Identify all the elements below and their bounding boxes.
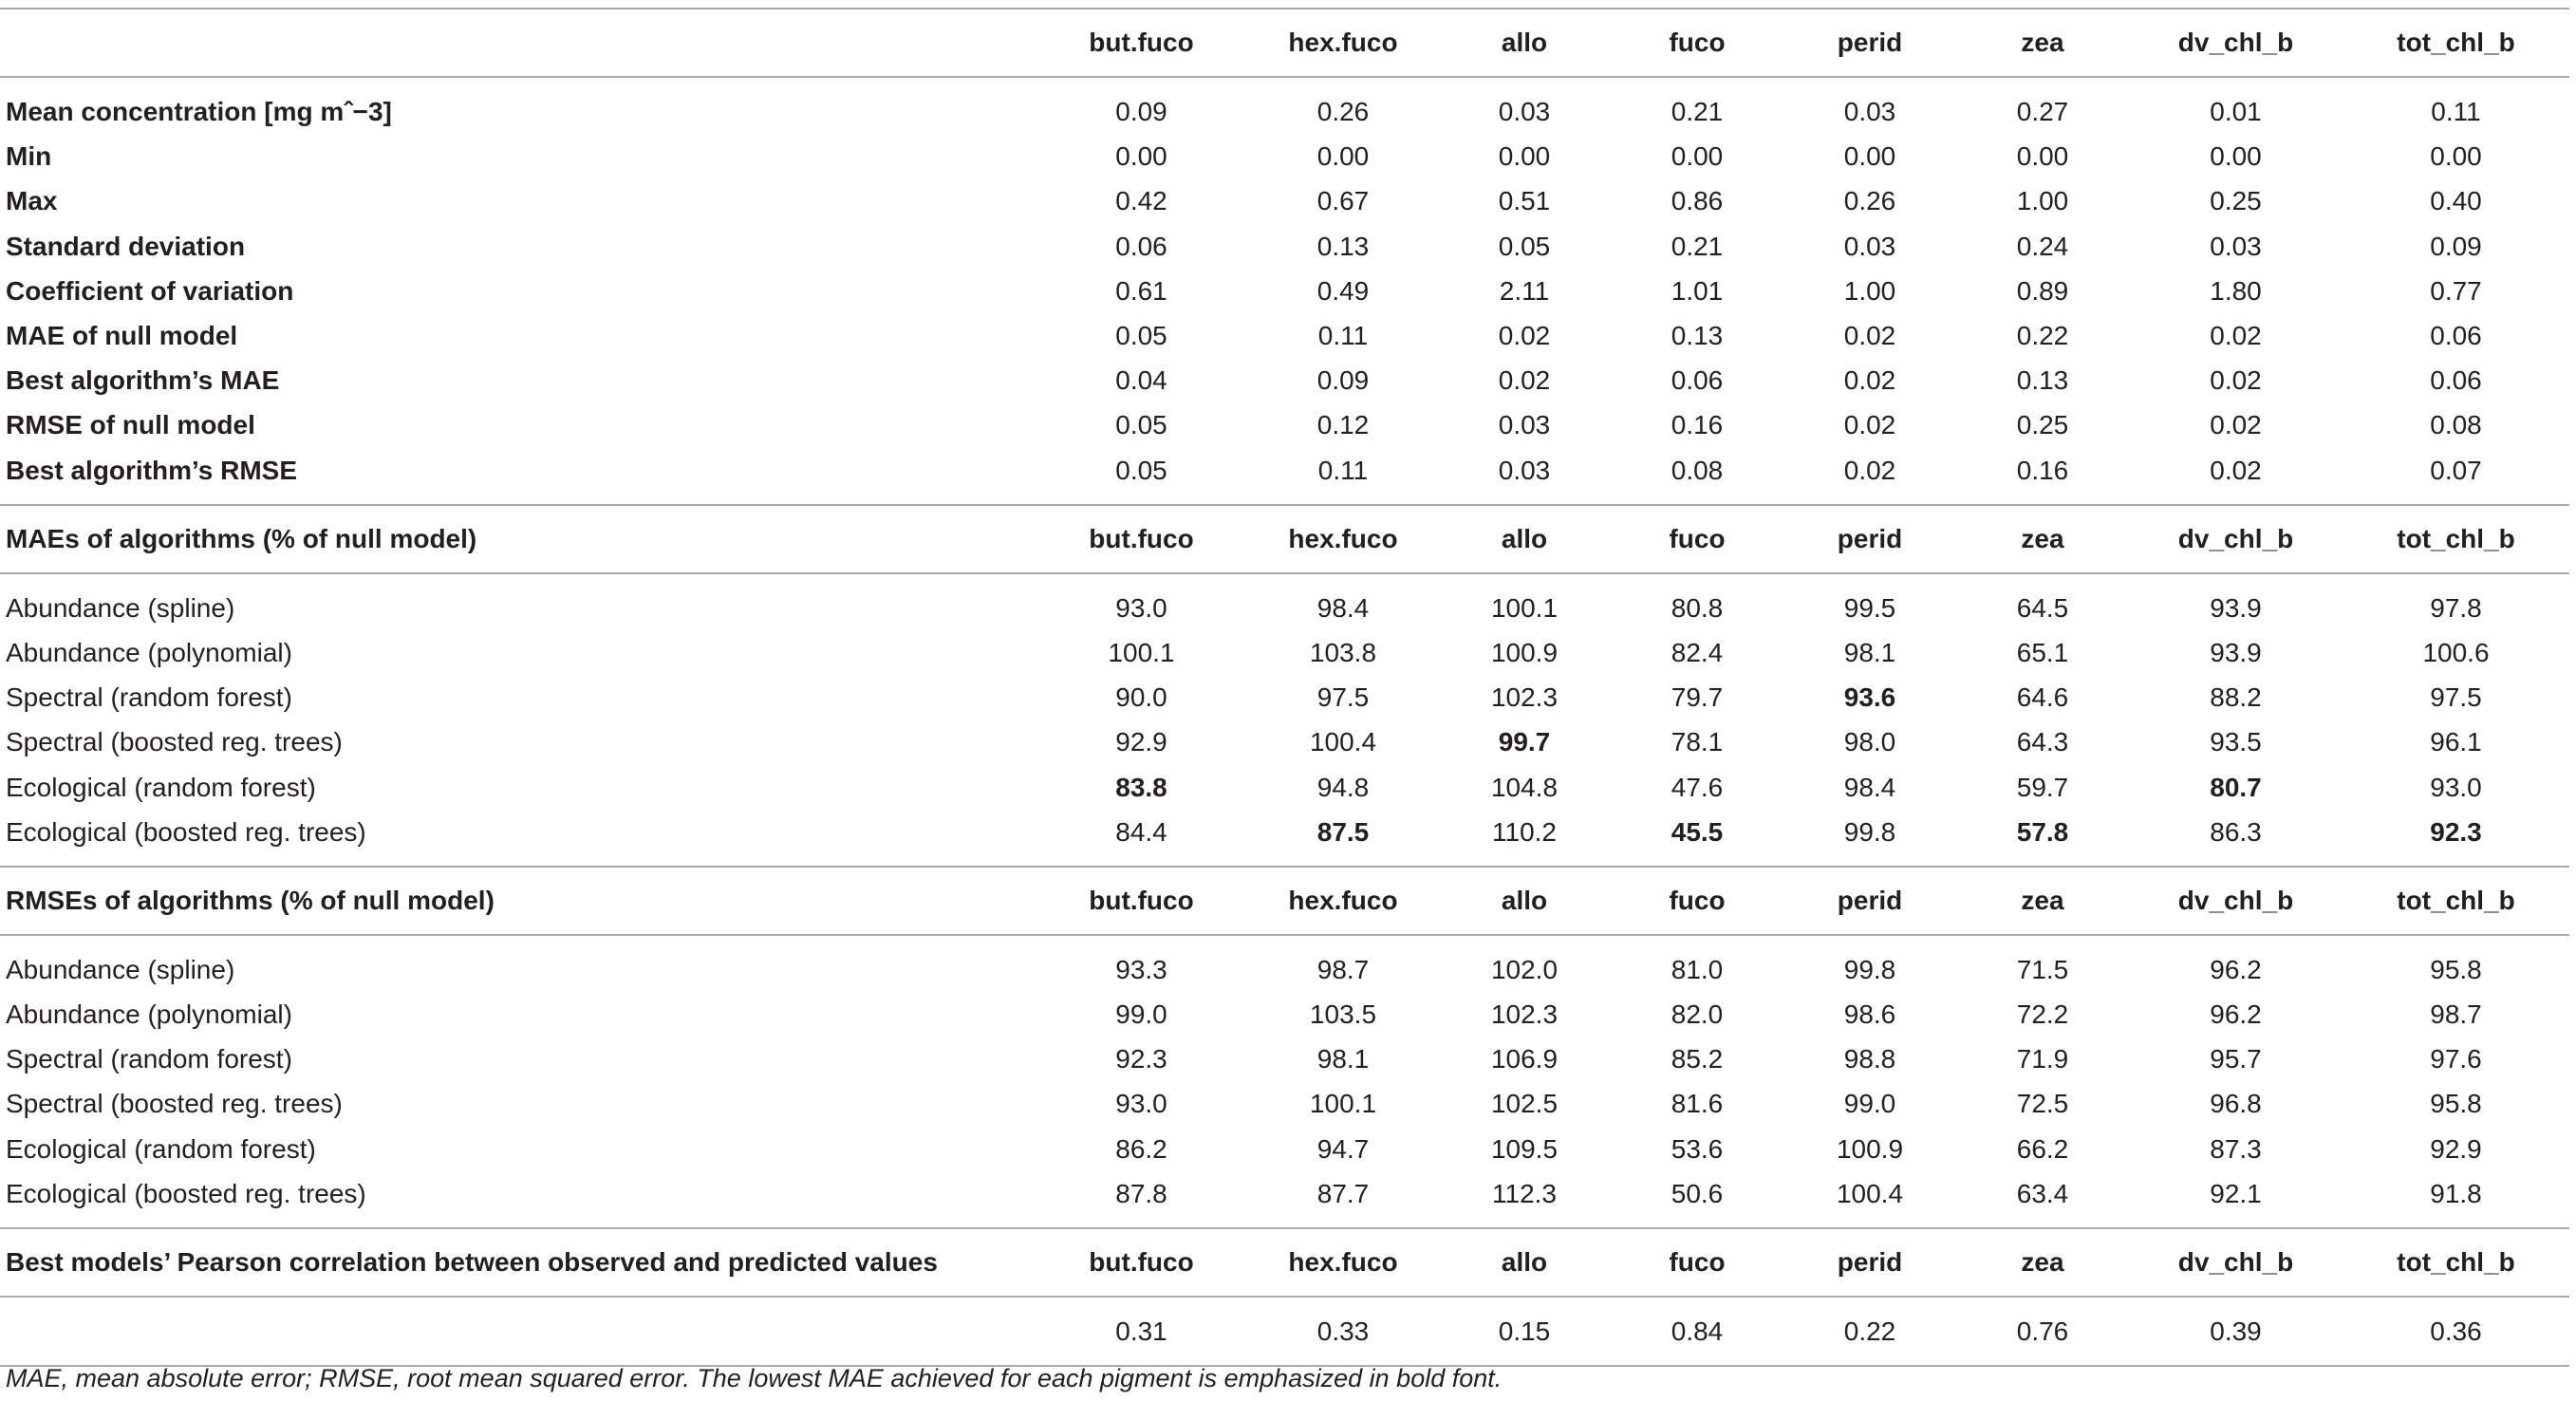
column-header: allo bbox=[1438, 1228, 1611, 1297]
row-spacer bbox=[0, 573, 2569, 586]
table-cell: 98.1 bbox=[1316, 1044, 1370, 1074]
table-cell: 64.5 bbox=[2016, 592, 2069, 623]
table-cell: 96.8 bbox=[2210, 1089, 2262, 1119]
column-header: tot_chl_b bbox=[2343, 1228, 2569, 1297]
table-cell: 103.8 bbox=[1309, 637, 1377, 667]
row-label: Spectral (random forest) bbox=[6, 1044, 292, 1074]
table-cell: 0.00 bbox=[2430, 141, 2482, 172]
table-cell: 0.03 bbox=[1843, 97, 1896, 127]
column-header: fuco bbox=[1611, 1228, 1783, 1297]
table-cell: 0.26 bbox=[1316, 97, 1370, 127]
section-header-label: MAEs of algorithms (% of null model) bbox=[0, 505, 1035, 573]
table-row bbox=[0, 448, 2569, 493]
row-label: Min bbox=[6, 141, 52, 172]
table-cell: 0.00 bbox=[1671, 141, 1724, 172]
table-cell: 93.5 bbox=[2210, 727, 2262, 757]
section-header-row bbox=[0, 1228, 2569, 1297]
table-cell: 0.22 bbox=[2016, 321, 2069, 351]
table-cell: 0.02 bbox=[1498, 365, 1551, 396]
column-header: but.fuco bbox=[1035, 867, 1248, 935]
table-cell: 0.00 bbox=[2016, 141, 2069, 172]
row-label: Ecological (random forest) bbox=[6, 1133, 316, 1164]
table-cell: 0.03 bbox=[1498, 97, 1551, 127]
table-cell: 98.4 bbox=[1843, 772, 1896, 802]
table-cell: 0.07 bbox=[2430, 455, 2482, 485]
table-cell: 0.02 bbox=[1843, 365, 1896, 396]
table-cell: 80.7 bbox=[2210, 772, 2262, 802]
row-spacer bbox=[0, 935, 2569, 947]
table-cell: 85.2 bbox=[1671, 1044, 1724, 1074]
table-cell: 45.5 bbox=[1671, 816, 1724, 847]
table-cell: 0.05 bbox=[1115, 321, 1167, 351]
table-cell: 94.8 bbox=[1316, 772, 1370, 802]
table-cell: 2.11 bbox=[1499, 275, 1550, 306]
table-cell: 0.24 bbox=[2016, 231, 2069, 261]
table-cell: 0.11 bbox=[1317, 321, 1369, 351]
column-header: dv_chl_b bbox=[2129, 1228, 2343, 1297]
table-cell: 97.5 bbox=[2430, 682, 2482, 713]
row-spacer bbox=[0, 1297, 2569, 1309]
table-cell: 0.09 bbox=[2430, 231, 2482, 261]
table-cell: 0.09 bbox=[1115, 97, 1167, 127]
column-header: perid bbox=[1783, 1228, 1956, 1297]
table-cell: 0.86 bbox=[1671, 186, 1724, 216]
table-cell: 98.7 bbox=[1316, 954, 1370, 984]
row-spacer bbox=[0, 854, 2569, 867]
table-cell: 57.8 bbox=[2016, 816, 2069, 847]
column-header: perid bbox=[1783, 505, 1956, 573]
table-cell: 0.03 bbox=[1843, 231, 1896, 261]
column-header: hex.fuco bbox=[1248, 505, 1438, 573]
table-cell: 64.6 bbox=[2016, 682, 2069, 713]
table-row bbox=[0, 224, 2569, 269]
row-label: Best algorithm’s MAE bbox=[6, 365, 280, 396]
table-cell: 96.2 bbox=[2210, 999, 2262, 1030]
table-cell: 100.4 bbox=[1309, 727, 1377, 757]
table-cell: 0.00 bbox=[2210, 141, 2262, 172]
table-cell: 86.2 bbox=[1115, 1133, 1167, 1164]
row-label: Spectral (boosted reg. trees) bbox=[6, 727, 343, 757]
table-cell: 102.3 bbox=[1490, 999, 1559, 1030]
table-cell: 0.12 bbox=[1316, 410, 1370, 440]
table-cell: 0.31 bbox=[1115, 1317, 1167, 1347]
table-row bbox=[0, 402, 2569, 447]
column-header: hex.fuco bbox=[1248, 1228, 1438, 1297]
table-cell: 0.13 bbox=[1671, 321, 1724, 351]
table-cell: 0.49 bbox=[1316, 275, 1370, 306]
table-cell: 99.5 bbox=[1843, 592, 1896, 623]
table-cell: 0.03 bbox=[2210, 231, 2262, 261]
table-cell: 99.8 bbox=[1843, 816, 1896, 847]
row-label: Ecological (boosted reg. trees) bbox=[6, 816, 366, 847]
column-header: fuco bbox=[1611, 9, 1783, 77]
section-header-row bbox=[0, 867, 2569, 935]
table-cell: 102.3 bbox=[1490, 682, 1559, 713]
table-cell: 0.02 bbox=[2210, 365, 2262, 396]
table-cell: 1.80 bbox=[2210, 275, 2262, 306]
table-cell: 0.06 bbox=[2430, 365, 2482, 396]
column-header: perid bbox=[1783, 9, 1956, 77]
table-cell: 0.02 bbox=[2210, 455, 2262, 485]
table-cell: 100.6 bbox=[2422, 637, 2490, 667]
column-header: but.fuco bbox=[1035, 9, 1248, 77]
table-cell: 92.9 bbox=[1115, 727, 1167, 757]
table-footnote: MAE, mean absolute error; RMSE, root mean squared error. The lowest MAE achieved for each pigment is emphasized in bold font. bbox=[6, 1364, 1503, 1392]
table-row bbox=[0, 1081, 2569, 1126]
row-label: Standard deviation bbox=[6, 231, 246, 261]
table-cell: 98.0 bbox=[1843, 727, 1896, 757]
column-header: hex.fuco bbox=[1248, 9, 1438, 77]
table-cell: 0.06 bbox=[1115, 231, 1167, 261]
row-label bbox=[0, 1309, 1035, 1354]
table-cell: 96.1 bbox=[2430, 727, 2482, 757]
table-cell: 93.6 bbox=[1843, 682, 1896, 713]
table-cell: 98.7 bbox=[2430, 999, 2482, 1030]
table-cell: 98.8 bbox=[1843, 1044, 1896, 1074]
table-cell: 87.7 bbox=[1316, 1178, 1370, 1208]
table-cell: 0.05 bbox=[1498, 231, 1551, 261]
table-cell: 0.40 bbox=[2430, 186, 2482, 216]
table-cell: 82.0 bbox=[1671, 999, 1724, 1030]
section-header-row bbox=[0, 505, 2569, 573]
column-header: tot_chl_b bbox=[2343, 505, 2569, 573]
table-cell: 59.7 bbox=[2016, 772, 2069, 802]
table-cell: 0.00 bbox=[1316, 141, 1370, 172]
table-cell: 78.1 bbox=[1671, 727, 1724, 757]
column-header: perid bbox=[1783, 867, 1956, 935]
section-header-label: Best models’ Pearson correlation between observed and predicted values bbox=[0, 1228, 1035, 1297]
table-cell: 93.9 bbox=[2210, 637, 2262, 667]
table-cell: 100.4 bbox=[1836, 1178, 1904, 1208]
table-cell: 93.0 bbox=[1115, 592, 1167, 623]
table-cell: 98.6 bbox=[1843, 999, 1896, 1030]
table-cell: 0.06 bbox=[1671, 365, 1724, 396]
table-cell: 102.0 bbox=[1490, 954, 1559, 984]
table-cell: 98.4 bbox=[1316, 592, 1370, 623]
row-label: Mean concentration [mg mˆ−3] bbox=[6, 97, 392, 127]
table-cell: 92.3 bbox=[2430, 816, 2482, 847]
column-header: allo bbox=[1438, 9, 1611, 77]
column-header: fuco bbox=[1611, 505, 1783, 573]
table-cell: 0.02 bbox=[1498, 321, 1551, 351]
table-cell: 71.9 bbox=[2016, 1044, 2069, 1074]
table-cell: 91.8 bbox=[2430, 1178, 2482, 1208]
table-cell: 88.2 bbox=[2210, 682, 2262, 713]
section-header-label bbox=[0, 9, 1035, 77]
table-cell: 0.04 bbox=[1115, 365, 1167, 396]
table-row bbox=[0, 178, 2569, 223]
table-cell: 100.1 bbox=[1309, 1089, 1377, 1119]
table-cell: 0.77 bbox=[2430, 275, 2482, 306]
table-cell: 0.00 bbox=[1843, 141, 1896, 172]
table-cell: 94.7 bbox=[1316, 1133, 1370, 1164]
row-label: Spectral (boosted reg. trees) bbox=[6, 1089, 343, 1119]
table-cell: 100.1 bbox=[1108, 637, 1175, 667]
table-cell: 0.22 bbox=[1843, 1317, 1896, 1347]
column-header: dv_chl_b bbox=[2129, 867, 2343, 935]
table-cell: 0.21 bbox=[1671, 97, 1724, 127]
table-cell: 0.33 bbox=[1316, 1317, 1370, 1347]
table-cell: 112.3 bbox=[1492, 1178, 1557, 1208]
table-row bbox=[0, 1037, 2569, 1081]
table-cell: 0.89 bbox=[2016, 275, 2069, 306]
row-label: Abundance (polynomial) bbox=[6, 999, 292, 1030]
table-cell: 0.08 bbox=[2430, 410, 2482, 440]
table-cell: 83.8 bbox=[1115, 772, 1167, 802]
table-row bbox=[0, 1309, 2569, 1354]
table-cell: 72.2 bbox=[2016, 999, 2069, 1030]
table-cell: 0.61 bbox=[1115, 275, 1167, 306]
table-cell: 0.84 bbox=[1671, 1317, 1724, 1347]
table-cell: 63.4 bbox=[2016, 1178, 2069, 1208]
table-row bbox=[0, 313, 2569, 358]
column-header: tot_chl_b bbox=[2343, 9, 2569, 77]
table-cell: 65.1 bbox=[2016, 637, 2069, 667]
table-cell: 0.25 bbox=[2210, 186, 2262, 216]
table-cell: 1.00 bbox=[1843, 275, 1896, 306]
row-label: Ecological (random forest) bbox=[6, 772, 316, 802]
table-cell: 0.05 bbox=[1115, 455, 1167, 485]
table-cell: 0.05 bbox=[1115, 410, 1167, 440]
table-cell: 99.7 bbox=[1498, 727, 1551, 757]
table-cell: 96.2 bbox=[2210, 954, 2262, 984]
table-cell: 0.36 bbox=[2430, 1317, 2482, 1347]
row-label: Coefficient of variation bbox=[6, 275, 294, 306]
table-row bbox=[0, 586, 2569, 630]
row-label: Abundance (spline) bbox=[6, 592, 235, 623]
row-label: Best algorithm’s RMSE bbox=[6, 455, 298, 485]
table-cell: 0.00 bbox=[1115, 141, 1167, 172]
table-row bbox=[0, 1127, 2569, 1171]
table-cell: 72.5 bbox=[2016, 1089, 2069, 1119]
table-cell: 100.9 bbox=[1490, 637, 1559, 667]
pigment-results-table bbox=[0, 8, 2569, 1367]
table-cell: 90.0 bbox=[1115, 682, 1167, 713]
row-label: Max bbox=[6, 186, 58, 216]
table-row bbox=[0, 719, 2569, 764]
table-cell: 0.02 bbox=[1843, 410, 1896, 440]
table-cell: 0.16 bbox=[1671, 410, 1724, 440]
row-label: Spectral (random forest) bbox=[6, 682, 292, 713]
table-row bbox=[0, 675, 2569, 719]
table-cell: 82.4 bbox=[1671, 637, 1724, 667]
table-cell: 0.00 bbox=[1498, 141, 1551, 172]
table-cell: 81.0 bbox=[1671, 954, 1724, 984]
table-cell: 92.1 bbox=[2210, 1178, 2262, 1208]
table-cell: 110.2 bbox=[1492, 816, 1557, 847]
table-cell: 0.02 bbox=[2210, 410, 2262, 440]
table-cell: 84.4 bbox=[1115, 816, 1167, 847]
column-header: zea bbox=[1956, 1228, 2129, 1297]
table-cell: 50.6 bbox=[1671, 1178, 1724, 1208]
table-cell: 109.5 bbox=[1490, 1133, 1559, 1164]
table-cell: 66.2 bbox=[2016, 1133, 2069, 1164]
table-cell: 0.02 bbox=[2210, 321, 2262, 351]
table-row bbox=[0, 269, 2569, 313]
table-cell: 95.7 bbox=[2210, 1044, 2262, 1074]
table-cell: 92.9 bbox=[2430, 1133, 2482, 1164]
section-header-row bbox=[0, 9, 2569, 77]
row-label: RMSE of null model bbox=[6, 410, 255, 440]
column-header: allo bbox=[1438, 505, 1611, 573]
table-cell: 0.25 bbox=[2016, 410, 2069, 440]
table-cell: 0.03 bbox=[1498, 455, 1551, 485]
section-header-label: RMSEs of algorithms (% of null model) bbox=[0, 867, 1035, 935]
row-spacer bbox=[0, 1216, 2569, 1228]
table-cell: 0.11 bbox=[2431, 97, 2481, 127]
table-cell: 87.8 bbox=[1115, 1178, 1167, 1208]
table-cell: 0.08 bbox=[1671, 455, 1724, 485]
table-cell: 0.13 bbox=[2016, 365, 2069, 396]
table-cell: 79.7 bbox=[1671, 682, 1724, 713]
table-row bbox=[0, 810, 2569, 854]
table-cell: 0.51 bbox=[1498, 186, 1551, 216]
table-row bbox=[0, 358, 2569, 402]
table-cell: 0.16 bbox=[2016, 455, 2069, 485]
table-cell: 93.0 bbox=[1115, 1089, 1167, 1119]
column-header: but.fuco bbox=[1035, 505, 1248, 573]
column-header: hex.fuco bbox=[1248, 867, 1438, 935]
table-cell: 86.3 bbox=[2210, 816, 2262, 847]
row-spacer bbox=[0, 77, 2569, 89]
table-cell: 93.9 bbox=[2210, 592, 2262, 623]
table-row bbox=[0, 992, 2569, 1037]
table-row bbox=[0, 1171, 2569, 1216]
table-cell: 0.02 bbox=[1843, 455, 1896, 485]
table-cell: 100.1 bbox=[1490, 592, 1559, 623]
table-cell: 97.6 bbox=[2430, 1044, 2482, 1074]
table-cell: 93.3 bbox=[1115, 954, 1167, 984]
column-header: zea bbox=[1956, 505, 2129, 573]
table-cell: 80.8 bbox=[1671, 592, 1724, 623]
table-cell: 87.5 bbox=[1316, 816, 1370, 847]
table-cell: 103.5 bbox=[1309, 999, 1377, 1030]
table-cell: 93.0 bbox=[2430, 772, 2482, 802]
column-header: fuco bbox=[1611, 867, 1783, 935]
table-row bbox=[0, 764, 2569, 809]
table-cell: 0.01 bbox=[2210, 97, 2262, 127]
table-body bbox=[0, 9, 2569, 1367]
row-label: MAE of null model bbox=[6, 321, 238, 351]
column-header: allo bbox=[1438, 867, 1611, 935]
column-header: zea bbox=[1956, 9, 2129, 77]
row-label: Abundance (spline) bbox=[6, 954, 235, 984]
table-row bbox=[0, 947, 2569, 992]
row-label: Abundance (polynomial) bbox=[6, 637, 292, 667]
table-cell: 100.9 bbox=[1836, 1133, 1904, 1164]
table-cell: 0.76 bbox=[2016, 1317, 2069, 1347]
table-cell: 95.8 bbox=[2430, 954, 2482, 984]
table-cell: 0.11 bbox=[1317, 455, 1369, 485]
table-cell: 1.01 bbox=[1671, 275, 1724, 306]
table-cell: 0.02 bbox=[1843, 321, 1896, 351]
table-cell: 98.1 bbox=[1843, 637, 1896, 667]
table-cell: 0.67 bbox=[1316, 186, 1370, 216]
table-cell: 106.9 bbox=[1490, 1044, 1559, 1074]
column-header: dv_chl_b bbox=[2129, 505, 2343, 573]
table-cell: 0.42 bbox=[1115, 186, 1167, 216]
table-cell: 0.15 bbox=[1498, 1317, 1551, 1347]
table-cell: 0.06 bbox=[2430, 321, 2482, 351]
column-header: zea bbox=[1956, 867, 2129, 935]
table-cell: 104.8 bbox=[1490, 772, 1559, 802]
table-row bbox=[0, 89, 2569, 134]
table-cell: 0.21 bbox=[1671, 231, 1724, 261]
table-cell: 0.09 bbox=[1316, 365, 1370, 396]
table-row bbox=[0, 630, 2569, 675]
table-row bbox=[0, 134, 2569, 178]
table-cell: 1.00 bbox=[2016, 186, 2069, 216]
table-cell: 0.27 bbox=[2016, 97, 2069, 127]
table-cell: 97.8 bbox=[2430, 592, 2482, 623]
column-header: tot_chl_b bbox=[2343, 867, 2569, 935]
table-cell: 71.5 bbox=[2016, 954, 2069, 984]
table-cell: 0.26 bbox=[1843, 186, 1896, 216]
column-header: but.fuco bbox=[1035, 1228, 1248, 1297]
table-cell: 92.3 bbox=[1115, 1044, 1167, 1074]
table-cell: 99.8 bbox=[1843, 954, 1896, 984]
table-cell: 53.6 bbox=[1671, 1133, 1724, 1164]
table-cell: 99.0 bbox=[1843, 1089, 1896, 1119]
table-cell: 64.3 bbox=[2016, 727, 2069, 757]
table-cell: 102.5 bbox=[1490, 1089, 1559, 1119]
table-cell: 97.5 bbox=[1316, 682, 1370, 713]
table-cell: 0.13 bbox=[1316, 231, 1370, 261]
row-spacer bbox=[0, 493, 2569, 505]
table-cell: 81.6 bbox=[1671, 1089, 1724, 1119]
row-label: Ecological (boosted reg. trees) bbox=[6, 1178, 366, 1208]
table-cell: 99.0 bbox=[1115, 999, 1167, 1030]
table-cell: 87.3 bbox=[2210, 1133, 2262, 1164]
table-cell: 47.6 bbox=[1671, 772, 1724, 802]
column-header: dv_chl_b bbox=[2129, 9, 2343, 77]
table-cell: 95.8 bbox=[2430, 1089, 2482, 1119]
table-cell: 0.03 bbox=[1498, 410, 1551, 440]
table-cell: 0.39 bbox=[2210, 1317, 2262, 1347]
